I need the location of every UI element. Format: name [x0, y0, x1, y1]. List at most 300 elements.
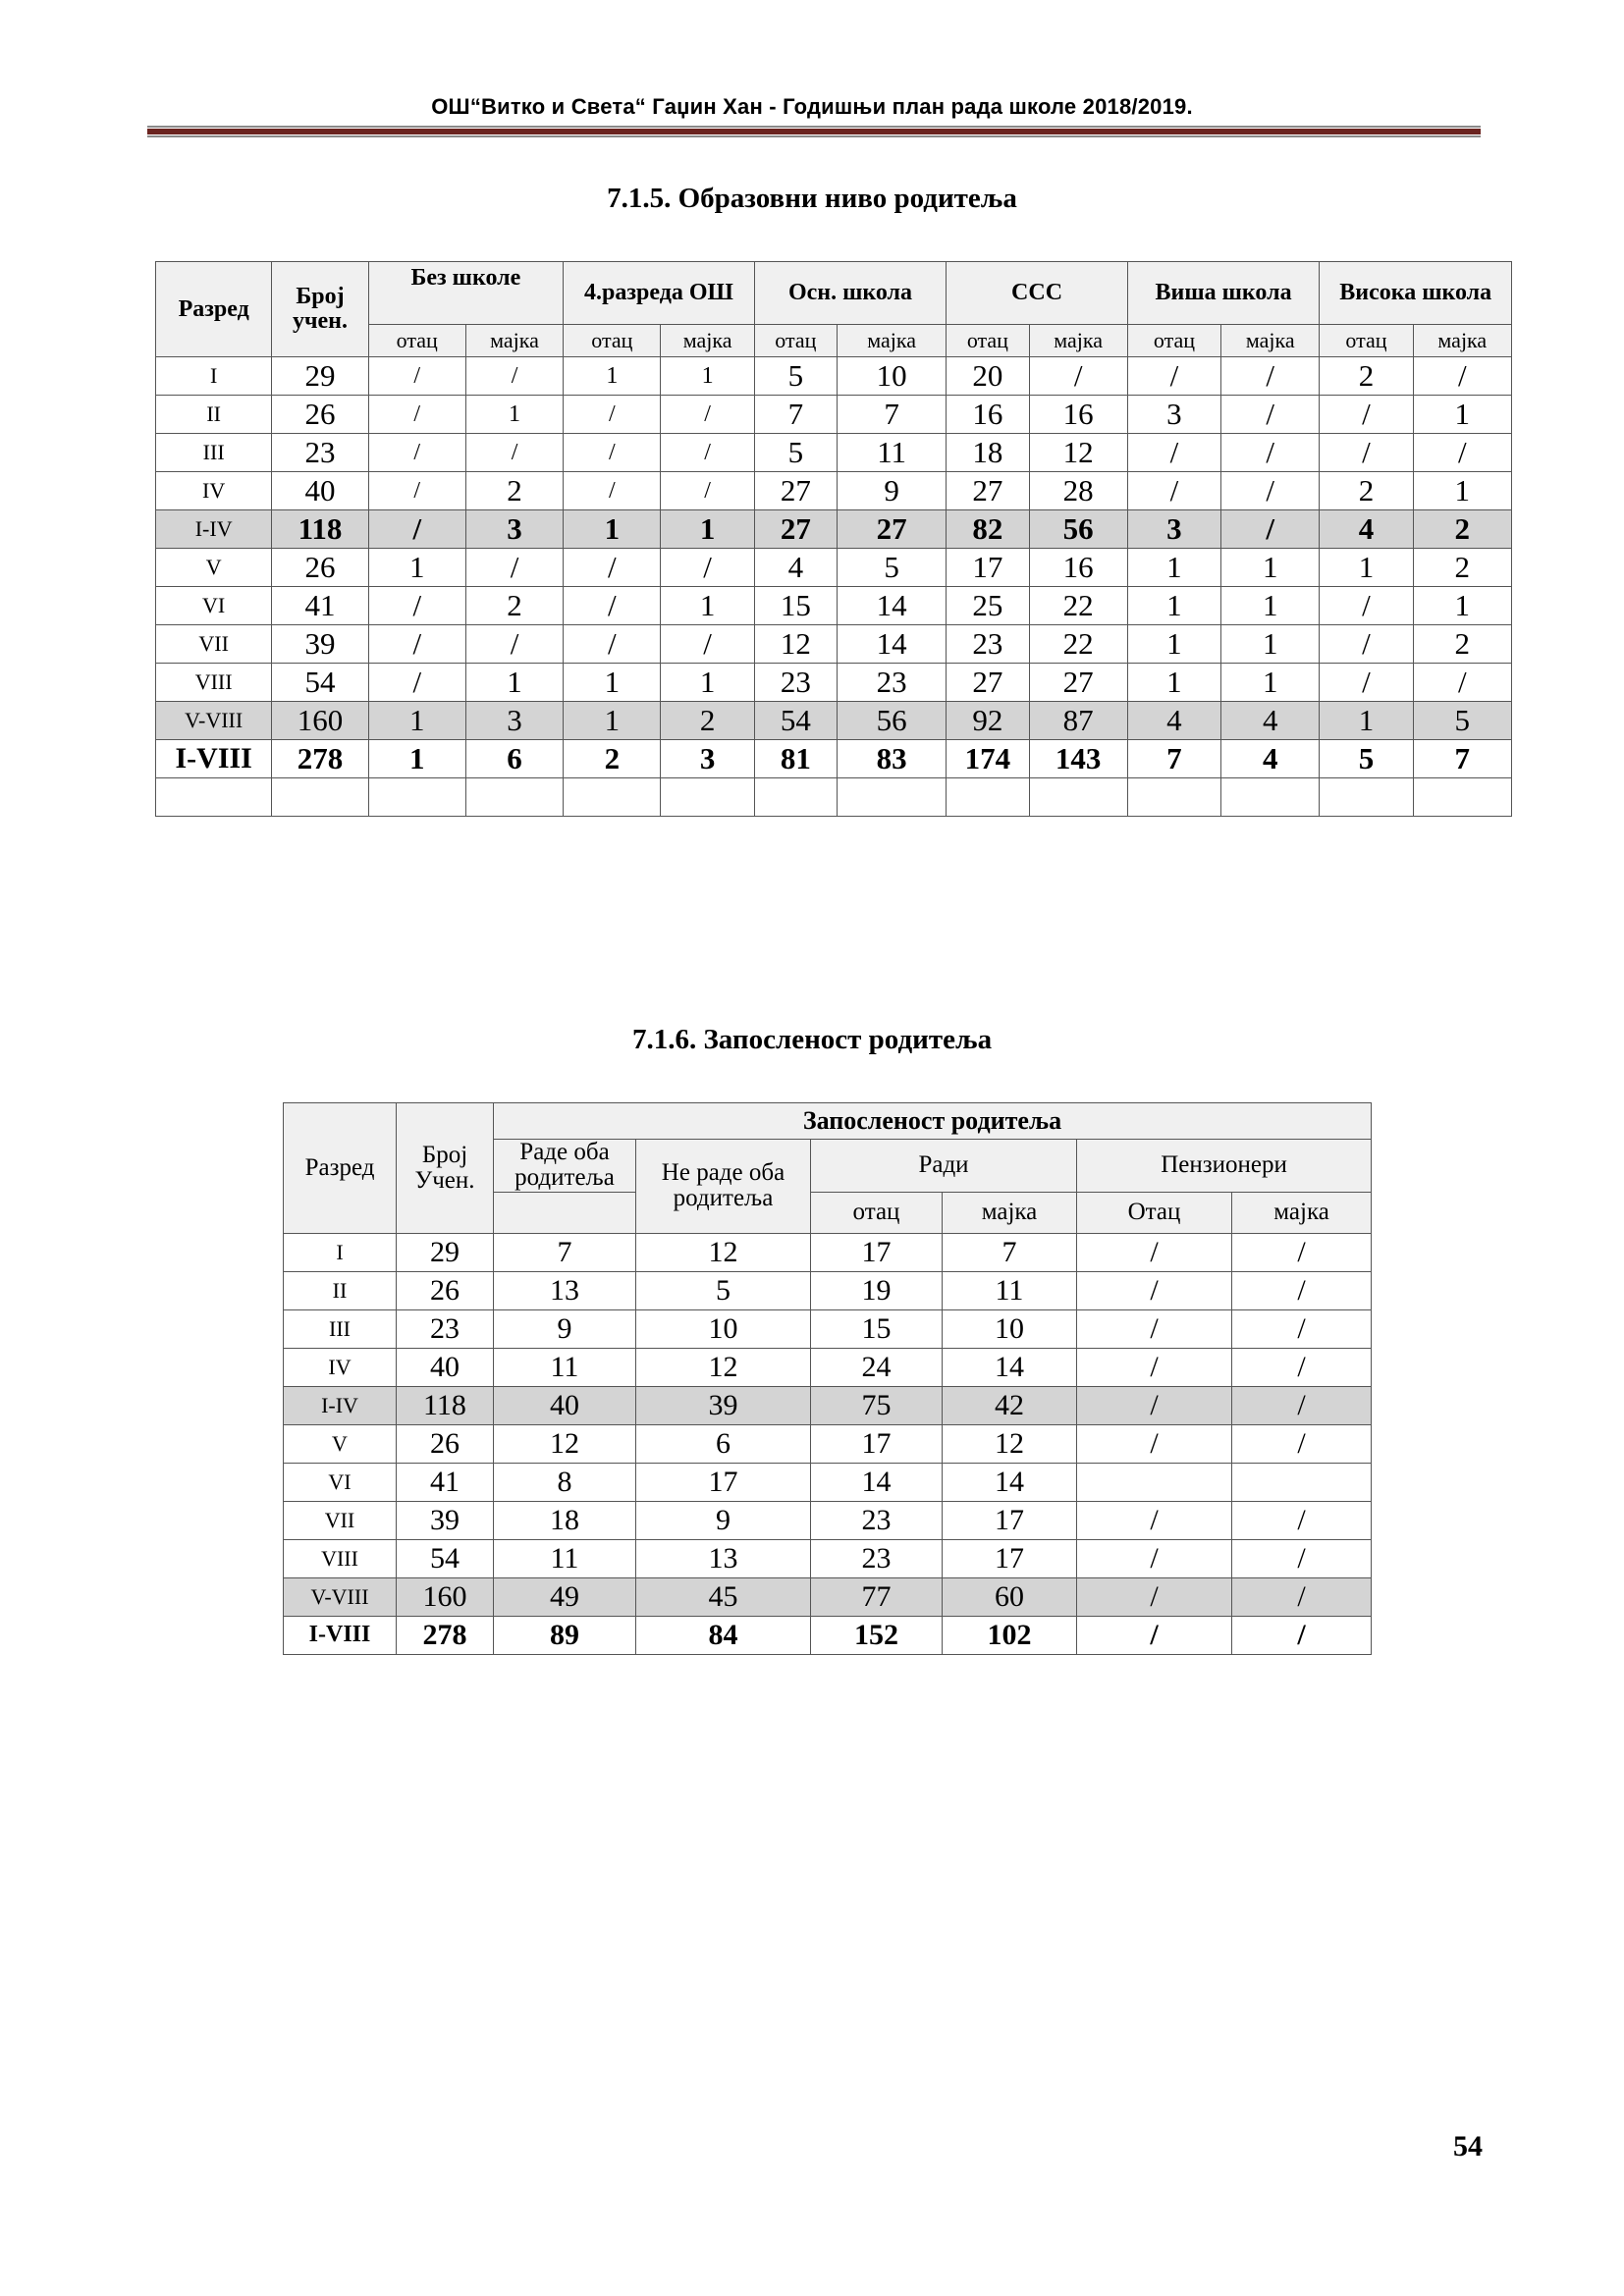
subheader-otac: отац: [947, 325, 1029, 357]
table-cell: /: [1320, 587, 1413, 625]
section-title-education: 7.1.5. Образовни ниво родитеља: [607, 183, 1017, 214]
table-cell: 22: [1029, 587, 1127, 625]
table-cell: 28: [1029, 472, 1127, 510]
table-cell: /: [564, 472, 661, 510]
table-cell: 2: [1320, 472, 1413, 510]
table-cell: 4: [1320, 510, 1413, 549]
row-label: VIII: [156, 664, 272, 702]
row-label: V: [156, 549, 272, 587]
table-cell: 16: [1029, 396, 1127, 434]
table-cell: 89: [494, 1616, 636, 1654]
table-cell: 12: [636, 1233, 811, 1271]
row-label: VII: [284, 1501, 397, 1539]
table-cell: 4: [754, 549, 837, 587]
parents-education-table: [155, 261, 1512, 817]
header-radi-majka: мајка: [943, 1192, 1077, 1233]
table-cell: 26: [397, 1271, 494, 1309]
table-cell: 160: [397, 1577, 494, 1616]
table-cell: 15: [811, 1309, 943, 1348]
header-broj-ucenika-2: Број Учен.: [397, 1103, 494, 1234]
empty-cell: [837, 778, 946, 817]
table-cell: 4: [1221, 702, 1320, 740]
table-cell: 4: [1221, 740, 1320, 778]
table-cell: 27: [947, 664, 1029, 702]
table-cell: 84: [636, 1616, 811, 1654]
header-rade-oba: Раде оба родитеља: [494, 1140, 636, 1193]
empty-cell: [1127, 778, 1220, 817]
table-cell: /: [661, 472, 754, 510]
empty-cell: [947, 778, 1029, 817]
table-cell: 42: [943, 1386, 1077, 1424]
table-cell: 23: [397, 1309, 494, 1348]
table-cell: 40: [397, 1348, 494, 1386]
empty-cell: [564, 778, 661, 817]
table-cell: 25: [947, 587, 1029, 625]
table-cell: 14: [837, 587, 946, 625]
table-cell: /: [661, 549, 754, 587]
table-cell: 27: [754, 472, 837, 510]
table-row: [156, 702, 1512, 740]
table-cell: 75: [811, 1386, 943, 1424]
header-radi: Ради: [811, 1140, 1077, 1193]
table-row: [284, 1539, 1372, 1577]
table-cell: 1: [1320, 702, 1413, 740]
table-cell: 2: [661, 702, 754, 740]
empty-cell: [156, 778, 272, 817]
table-cell: /: [1127, 472, 1220, 510]
table-cell: 10: [837, 357, 946, 396]
table-cell: 18: [947, 434, 1029, 472]
empty-cell: [1320, 778, 1413, 817]
table-cell: 11: [943, 1271, 1077, 1309]
table-cell: /: [564, 396, 661, 434]
table-cell: /: [1221, 396, 1320, 434]
table-cell: 1: [465, 664, 563, 702]
table-cell: 2: [1413, 625, 1511, 664]
table-cell: 12: [636, 1348, 811, 1386]
table-cell: /: [1077, 1501, 1232, 1539]
table-cell: /: [368, 472, 465, 510]
table-cell: 54: [397, 1539, 494, 1577]
table-cell: 16: [1029, 549, 1127, 587]
table-cell: 9: [494, 1309, 636, 1348]
table-cell: 160: [272, 702, 368, 740]
table-cell: /: [465, 434, 563, 472]
table-cell: 1: [1221, 625, 1320, 664]
row-label: II: [284, 1271, 397, 1309]
table-cell: /: [1232, 1616, 1372, 1654]
table-cell: 2: [1320, 357, 1413, 396]
table-cell: 45: [636, 1577, 811, 1616]
row-label: V-VIII: [156, 702, 272, 740]
table-cell: /: [564, 587, 661, 625]
row-label: VII: [156, 625, 272, 664]
table-cell: 39: [397, 1501, 494, 1539]
table-cell: 23: [811, 1539, 943, 1577]
table-cell: 17: [811, 1233, 943, 1271]
table-cell: 5: [754, 434, 837, 472]
table-cell: 11: [494, 1348, 636, 1386]
table-cell: 14: [837, 625, 946, 664]
table-cell: /: [1232, 1539, 1372, 1577]
table-row: [284, 1577, 1372, 1616]
table-cell: 14: [811, 1463, 943, 1501]
row-label: V-VIII: [284, 1577, 397, 1616]
page-header-title: ОШ“Витко и Света“ Гаџин Хан - Годишњи план рада школе 2018/2019.: [431, 94, 1193, 119]
section-title-employment: 7.1.6. Запосленост родитеља: [631, 1024, 993, 1055]
table-cell: 2: [1413, 549, 1511, 587]
table-cell: 92: [947, 702, 1029, 740]
table-cell: 54: [754, 702, 837, 740]
table-cell: 15: [754, 587, 837, 625]
table-cell: 11: [837, 434, 946, 472]
table-cell: 152: [811, 1616, 943, 1654]
empty-cell: [368, 778, 465, 817]
table-cell: 1: [1127, 625, 1220, 664]
subheader-otac: отац: [754, 325, 837, 357]
subheader-otac: отац: [368, 325, 465, 357]
subheader-majka: мајка: [837, 325, 946, 357]
table-cell: 1: [1413, 587, 1511, 625]
table-cell: 6: [636, 1424, 811, 1463]
table-cell: 1: [1221, 664, 1320, 702]
row-label: VI: [284, 1463, 397, 1501]
table-row: [156, 625, 1512, 664]
table-cell: /: [1077, 1577, 1232, 1616]
table-cell: /: [1232, 1233, 1372, 1271]
header-razred-2: Разред: [284, 1103, 397, 1234]
header-group-visoka: Висока школа: [1320, 262, 1512, 325]
table-cell: 22: [1029, 625, 1127, 664]
header-penzioneri-otac: Отац: [1077, 1192, 1232, 1233]
table-cell: 40: [494, 1386, 636, 1424]
table-cell: 7: [1413, 740, 1511, 778]
table-cell: 23: [811, 1501, 943, 1539]
row-label: I-IV: [156, 510, 272, 549]
table-cell: 2: [564, 740, 661, 778]
subheader-majka: мајка: [1221, 325, 1320, 357]
table-cell: /: [1413, 357, 1511, 396]
table-cell: /: [564, 434, 661, 472]
table-cell: 3: [661, 740, 754, 778]
table-cell: 143: [1029, 740, 1127, 778]
table-cell: 20: [947, 357, 1029, 396]
table-cell: 1: [1320, 549, 1413, 587]
header-group-visa: Виша школа: [1127, 262, 1320, 325]
table-cell: /: [368, 664, 465, 702]
table-cell: 7: [837, 396, 946, 434]
empty-cell: [1413, 778, 1511, 817]
table-cell: 41: [272, 587, 368, 625]
table-cell: 2: [465, 587, 563, 625]
table-cell: /: [368, 396, 465, 434]
table-cell: 1: [465, 396, 563, 434]
row-label: VIII: [284, 1539, 397, 1577]
table-row: [284, 1616, 1372, 1654]
header-ne-rade-oba: Не раде оба родитеља: [636, 1140, 811, 1234]
table-cell: 5: [1320, 740, 1413, 778]
table-cell: 54: [272, 664, 368, 702]
subheader-otac: отац: [564, 325, 661, 357]
table-cell: 5: [636, 1271, 811, 1309]
table-row: [156, 664, 1512, 702]
table-cell: 1: [661, 357, 754, 396]
table-cell: /: [1221, 472, 1320, 510]
row-label: V: [284, 1424, 397, 1463]
table-cell: 24: [811, 1348, 943, 1386]
table-cell: /: [1232, 1386, 1372, 1424]
table-cell: 83: [837, 740, 946, 778]
row-label: I: [156, 357, 272, 396]
table-cell: 1: [1127, 549, 1220, 587]
table-cell: 1: [564, 702, 661, 740]
subheader-majka: мајка: [465, 325, 563, 357]
table-cell: 5: [754, 357, 837, 396]
table-cell: /: [368, 625, 465, 664]
table-cell: /: [1221, 434, 1320, 472]
header-radi-otac: отац: [811, 1192, 943, 1233]
empty-cell: [465, 778, 563, 817]
table-row: [284, 1309, 1372, 1348]
table-cell: [1232, 1463, 1372, 1501]
table-cell: 60: [943, 1577, 1077, 1616]
table-row: [284, 1271, 1372, 1309]
table-cell: /: [1320, 625, 1413, 664]
table-cell: 3: [465, 702, 563, 740]
table-cell: 6: [465, 740, 563, 778]
empty-cell: [661, 778, 754, 817]
table-cell: 26: [272, 396, 368, 434]
table-cell: 1: [368, 702, 465, 740]
table-cell: /: [1413, 434, 1511, 472]
table-cell: /: [564, 625, 661, 664]
table-cell: 1: [1221, 549, 1320, 587]
table-row: [284, 1233, 1372, 1271]
table-cell: 29: [397, 1233, 494, 1271]
table-cell: 3: [465, 510, 563, 549]
table-row: [156, 396, 1512, 434]
table-cell: 82: [947, 510, 1029, 549]
table-cell: /: [465, 625, 563, 664]
header-group-osnovna: Осн. школа: [754, 262, 947, 325]
table-cell: 26: [272, 549, 368, 587]
table-cell: 1: [661, 587, 754, 625]
table-cell: 23: [947, 625, 1029, 664]
table-cell: 1: [661, 664, 754, 702]
table-cell: 118: [397, 1386, 494, 1424]
table-cell: 27: [754, 510, 837, 549]
table-row: [156, 740, 1512, 778]
table-cell: 23: [837, 664, 946, 702]
table-row: [156, 472, 1512, 510]
table-cell: /: [368, 510, 465, 549]
table-cell: /: [1077, 1424, 1232, 1463]
table-cell: /: [1320, 434, 1413, 472]
table-cell: 9: [837, 472, 946, 510]
table-cell: 8: [494, 1463, 636, 1501]
table-cell: /: [1077, 1271, 1232, 1309]
row-label: VI: [156, 587, 272, 625]
table-row: [284, 1348, 1372, 1386]
table-cell: 23: [272, 434, 368, 472]
table-cell: /: [1077, 1386, 1232, 1424]
table-cell: /: [1127, 434, 1220, 472]
header-rade-oba-empty: [494, 1192, 636, 1233]
table-cell: 17: [943, 1501, 1077, 1539]
table-row: [284, 1424, 1372, 1463]
row-label: III: [284, 1309, 397, 1348]
table-cell: 39: [636, 1386, 811, 1424]
row-label: IV: [156, 472, 272, 510]
table-cell: 17: [811, 1424, 943, 1463]
table-cell: /: [1232, 1309, 1372, 1348]
table-cell: 27: [1029, 664, 1127, 702]
table-cell: /: [465, 357, 563, 396]
table-row: [284, 1501, 1372, 1539]
table-cell: /: [661, 625, 754, 664]
table-row: [156, 434, 1512, 472]
table-cell: 18: [494, 1501, 636, 1539]
row-label: I: [284, 1233, 397, 1271]
table-cell: /: [1413, 664, 1511, 702]
table-cell: [1077, 1463, 1232, 1501]
table-cell: 2: [465, 472, 563, 510]
header-divider: [147, 126, 1481, 138]
table-cell: /: [661, 434, 754, 472]
table-cell: /: [1077, 1348, 1232, 1386]
header-group-bez-skole: Без школе: [368, 262, 564, 325]
table-cell: 9: [636, 1501, 811, 1539]
table-cell: 13: [494, 1271, 636, 1309]
table-cell: /: [1077, 1233, 1232, 1271]
table-cell: 118: [272, 510, 368, 549]
header-penzioneri-majka: мајка: [1232, 1192, 1372, 1233]
empty-cell: [272, 778, 368, 817]
row-label: II: [156, 396, 272, 434]
table-cell: 5: [837, 549, 946, 587]
empty-cell: [754, 778, 837, 817]
table-cell: 27: [947, 472, 1029, 510]
empty-cell: [1221, 778, 1320, 817]
empty-cell: [1029, 778, 1127, 817]
header-zaposlenost: Запосленост родитеља: [494, 1103, 1372, 1140]
table-cell: 278: [272, 740, 368, 778]
table-cell: /: [661, 396, 754, 434]
table-cell: /: [1232, 1348, 1372, 1386]
table-row: [156, 549, 1512, 587]
table-cell: /: [1221, 510, 1320, 549]
table-cell: 87: [1029, 702, 1127, 740]
table-cell: 23: [754, 664, 837, 702]
table-cell: 1: [1221, 587, 1320, 625]
table-cell: 1: [368, 740, 465, 778]
row-label: I-VIII: [156, 740, 272, 778]
table-cell: 39: [272, 625, 368, 664]
table-cell: 27: [837, 510, 946, 549]
table-cell: 40: [272, 472, 368, 510]
table-cell: /: [1077, 1309, 1232, 1348]
table-cell: 17: [947, 549, 1029, 587]
row-label: IV: [284, 1348, 397, 1386]
header-penzioneri: Пензионери: [1077, 1140, 1372, 1193]
table-cell: 1: [564, 510, 661, 549]
table-cell: /: [1232, 1577, 1372, 1616]
table-cell: 278: [397, 1616, 494, 1654]
table-cell: 4: [1127, 702, 1220, 740]
table-cell: 26: [397, 1424, 494, 1463]
table-cell: 14: [943, 1463, 1077, 1501]
table-cell: /: [1232, 1501, 1372, 1539]
table-cell: /: [1232, 1271, 1372, 1309]
table-cell: 1: [1127, 587, 1220, 625]
header-group-4-razreda: 4.разреда ОШ: [564, 262, 755, 325]
table-cell: 17: [636, 1463, 811, 1501]
table-cell: 1: [368, 549, 465, 587]
table-cell: 7: [754, 396, 837, 434]
table-cell: 1: [1413, 472, 1511, 510]
table-cell: 3: [1127, 396, 1220, 434]
table-cell: 11: [494, 1539, 636, 1577]
table-cell: /: [368, 357, 465, 396]
table-cell: /: [1077, 1616, 1232, 1654]
table-cell: /: [368, 434, 465, 472]
table-cell: /: [1029, 357, 1127, 396]
table-cell: /: [1232, 1424, 1372, 1463]
table-cell: /: [368, 587, 465, 625]
table-cell: 56: [1029, 510, 1127, 549]
table-cell: 16: [947, 396, 1029, 434]
table-row: [156, 587, 1512, 625]
table-cell: 19: [811, 1271, 943, 1309]
table-cell: /: [1320, 396, 1413, 434]
empty-row: [156, 778, 1512, 817]
table-row: [156, 357, 1512, 396]
table-cell: 41: [397, 1463, 494, 1501]
table-cell: 56: [837, 702, 946, 740]
table-cell: 174: [947, 740, 1029, 778]
table-cell: 5: [1413, 702, 1511, 740]
header-broj-ucenika: Број учен.: [272, 262, 368, 357]
subheader-majka: мајка: [1029, 325, 1127, 357]
table-cell: 7: [1127, 740, 1220, 778]
table-cell: /: [1221, 357, 1320, 396]
table-cell: 1: [1413, 396, 1511, 434]
table-cell: 102: [943, 1616, 1077, 1654]
header-razred: Разред: [156, 262, 272, 357]
table-cell: 12: [754, 625, 837, 664]
table-cell: 1: [564, 664, 661, 702]
table-cell: 1: [564, 357, 661, 396]
table-cell: 13: [636, 1539, 811, 1577]
table-cell: /: [1320, 664, 1413, 702]
subheader-majka: мајка: [1413, 325, 1511, 357]
table-cell: 1: [661, 510, 754, 549]
subheader-otac: отац: [1320, 325, 1413, 357]
table-cell: 12: [943, 1424, 1077, 1463]
parents-employment-table: [283, 1102, 1372, 1655]
table-cell: 7: [943, 1233, 1077, 1271]
row-label: I-IV: [284, 1386, 397, 1424]
page-number: 54: [1453, 2130, 1483, 2163]
table-cell: 10: [943, 1309, 1077, 1348]
table-cell: 17: [943, 1539, 1077, 1577]
table-cell: 77: [811, 1577, 943, 1616]
table-cell: /: [1077, 1539, 1232, 1577]
table-cell: 81: [754, 740, 837, 778]
header-group-sss: ССС: [947, 262, 1128, 325]
table-cell: 14: [943, 1348, 1077, 1386]
table-cell: /: [1127, 357, 1220, 396]
